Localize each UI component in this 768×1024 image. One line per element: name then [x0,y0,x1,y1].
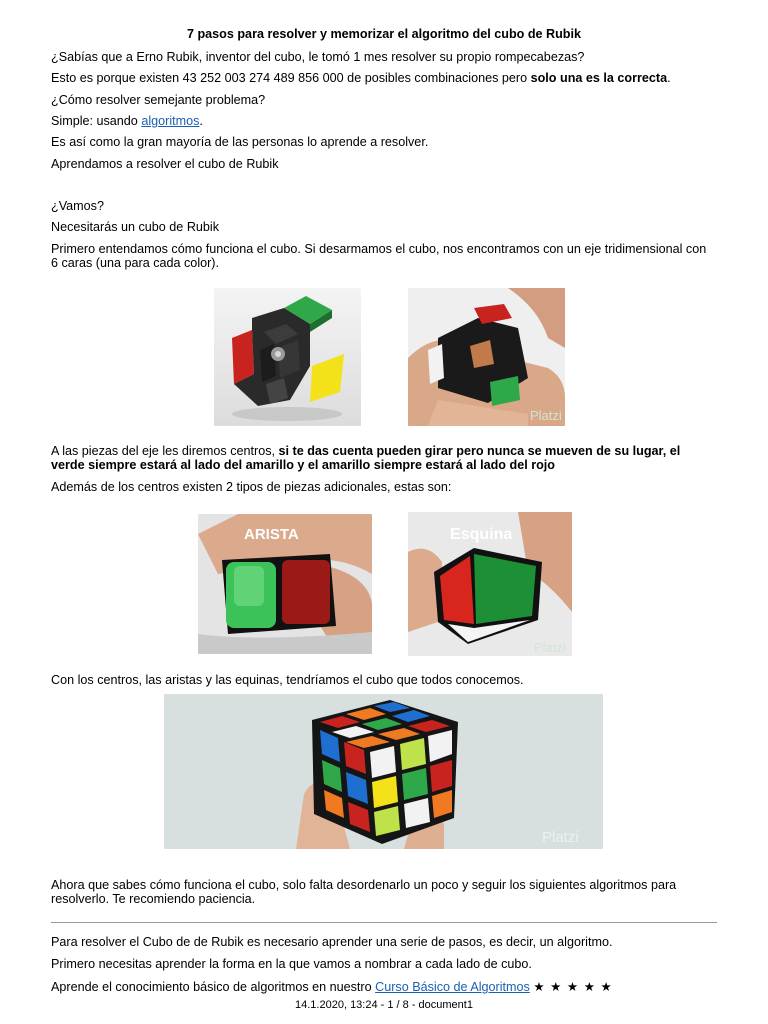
full-cube-image [164,694,603,849]
centers-paragraph [51,444,716,472]
document-title: 7 pasos para resolver y memorizar el algoritmo del cubo de Rubik [186,27,582,41]
simple-end: . [199,114,203,128]
lets-learn-paragraph: Aprendamos a resolver el cubo de Rubik [51,157,279,171]
scramble-paragraph: Ahora que sabes cómo funciona el cubo, solo falta desordenarlo un poco y seguir los siguientes algoritmos para resolverlo. Te recomiendo paciencia. [51,878,677,906]
rating-stars: ★ ★ ★ ★ ★ [533,980,613,994]
platzi-watermark-2: Platzi [534,640,566,655]
vamos-paragraph: ¿Vamos? [51,199,104,213]
core-axis-illustration [214,288,361,426]
section-divider [51,922,717,923]
full-cube-paragraph: Con los centros, las aristas y las equinas, tendríamos el cubo que todos conocemos. [51,673,524,687]
simple-text: Simple: usando [51,114,142,128]
esquina-illustration [408,512,572,656]
arista-image [198,514,372,654]
name-sides-paragraph: Primero necesitas aprender la forma en la que vamos a nombrar a cada lado de cubo. [51,957,532,971]
esquina-image [408,512,572,656]
centers-bold: si te das cuenta pueden girar pero nunca se mueven de su lugar, el verde siempre estará al lado del amarillo y el amarillo siempre estará al lado del rojo [51,444,681,472]
combinations-paragraph [51,71,716,85]
centers-text: A las piezas del eje les diremos centros, [51,444,279,458]
arista-label: ARISTA [244,526,299,543]
hand-core-image [408,288,565,426]
piece-types-paragraph: Además de los centros existen 2 tipos de piezas adicionales, estas son: [51,480,452,494]
combinations-end: . [667,71,671,85]
combinations-text: Esto es porque existen 43 252 003 274 489 856 000 de posibles combinaciones pero [51,71,531,85]
need-cube-paragraph: Necesitarás un cubo de Rubik [51,220,220,234]
hand-core-illustration [408,288,565,426]
platzi-watermark-3: Platzi [542,829,579,846]
core-axis-image [214,288,361,426]
combinations-bold: solo una es la correcta [530,71,668,85]
platzi-watermark-1: Platzi [530,408,562,423]
page-footer: 14.1.2020, 13:24 - 1 / 8 - document1 [295,999,473,1011]
course-text: Aprende el conocimiento básico de algoritmos en nuestro [51,980,376,994]
algoritmos-link[interactable]: algoritmos [141,114,200,128]
algorithm-steps-paragraph: Para resolver el Cubo de de Rubik es necesario aprender una serie de pasos, es decir, un algoritmo. [51,935,613,949]
full-cube-illustration [164,694,603,849]
intro-question: ¿Sabías que a Erno Rubik, inventor del cubo, le tomó 1 mes resolver su propio rompecabezas? [51,50,585,64]
axis-paragraph: Primero entendamos cómo funciona el cubo. Si desarmamos el cubo, nos encontramos con un eje tridimensional con 6 caras (una para cada color). [51,242,707,270]
course-link[interactable]: Curso Básico de Algoritmos [375,980,530,994]
how-question: ¿Cómo resolver semejante problema? [51,93,266,107]
majority-paragraph: Es así como la gran mayoría de las personas lo aprende a resolver. [51,135,429,149]
course-paragraph [51,980,716,994]
esquina-label: Esquina [450,526,513,543]
arista-illustration [198,514,372,654]
simple-paragraph [51,114,716,128]
